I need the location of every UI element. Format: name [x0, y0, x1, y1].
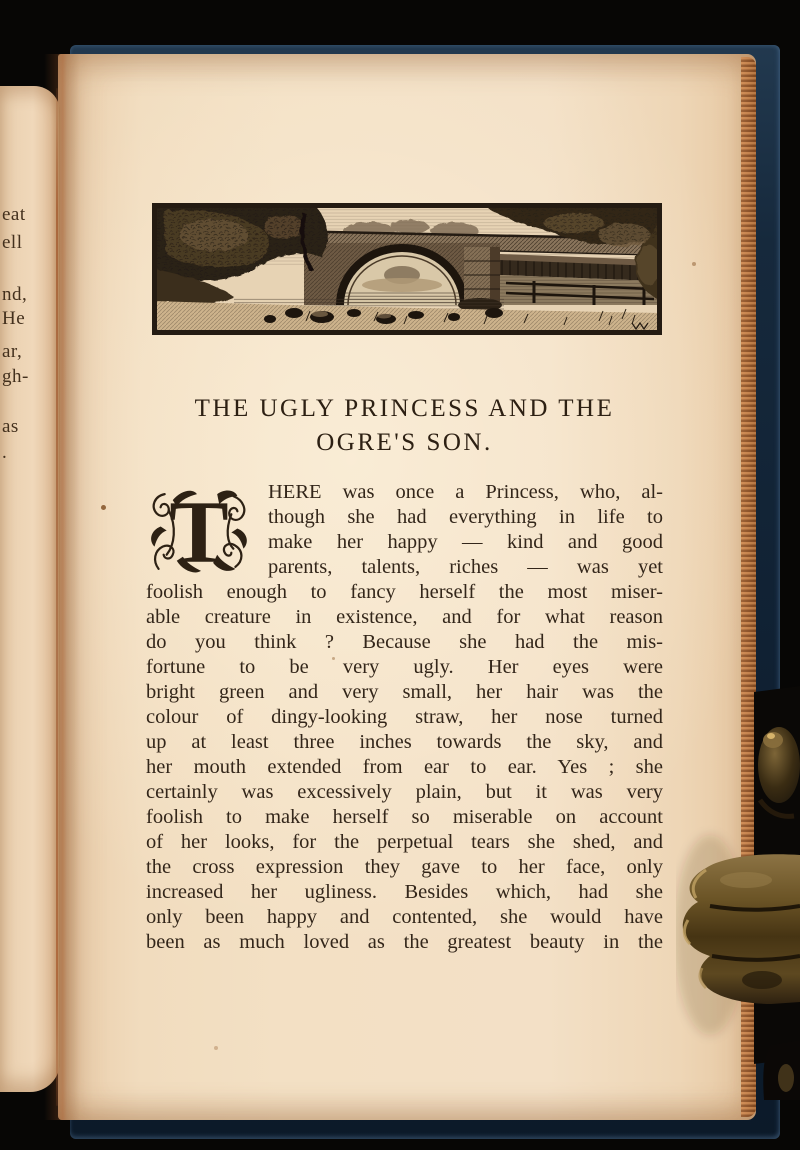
- body-text-line: colour of dingy-looking straw, her nose turned: [146, 706, 663, 728]
- body-text-line: do you think ? Because she had the mis-: [146, 631, 663, 653]
- facing-page-text-fragment: .: [2, 442, 8, 463]
- body-text-line: foolish to make herself so miserable on account: [146, 806, 663, 828]
- body-text-line: though she had everything in life to: [268, 506, 663, 528]
- body-text-line: increased her ugliness. Besides which, had she: [146, 881, 663, 903]
- body-text-line: her mouth extended from ear to ear. Yes ; she: [146, 756, 663, 778]
- drop-cap-letter: T: [169, 483, 229, 580]
- facing-page-text-fragment: eat: [2, 204, 26, 225]
- body-text-line: up at least three inches towards the sky, and: [146, 731, 663, 753]
- facing-page-edge: [0, 86, 60, 1092]
- body-text-line: certainly was excessively plain, but it was very: [146, 781, 663, 803]
- clasp-hand: [683, 854, 800, 1004]
- facing-page-text-fragment: as: [2, 416, 19, 437]
- body-text-line: been as much loved as the greatest beauty in the: [146, 931, 663, 953]
- story-title-line-2: OGRE'S SON.: [316, 429, 493, 456]
- foxing-spot: [692, 262, 696, 266]
- story-title-line-1: THE UGLY PRINCESS AND THE: [194, 395, 615, 422]
- brass-clasp: [676, 640, 800, 1100]
- story-text: [146, 480, 663, 955]
- clasp-lower-fitting: [763, 1040, 800, 1100]
- gutter-crease: [56, 88, 58, 1106]
- facing-page-text-fragment: ar,: [2, 341, 23, 362]
- facing-page-text-fragment: nd,: [2, 284, 28, 305]
- foxing-spot: [214, 1046, 218, 1050]
- body-text-line: make her happy — kind and good: [268, 531, 663, 553]
- foxing-spot: [332, 657, 335, 660]
- body-text-line: fortune to be very ugly. Her eyes were: [146, 656, 663, 678]
- ornamental-drop-cap: [146, 482, 252, 580]
- body-text-line: able creature in existence, and for what reason: [146, 606, 663, 628]
- facing-page-text-fragment: He: [2, 308, 26, 329]
- book-page: [58, 54, 756, 1120]
- facing-page-text-fragment: gh-: [2, 366, 29, 387]
- body-text-line: foolish enough to fancy herself the most miser-: [146, 581, 663, 603]
- body-text-line: only been happy and contented, she would have: [146, 906, 663, 928]
- page-title: [146, 392, 663, 460]
- body-text-line: HERE was once a Princess, who, al-: [268, 481, 663, 503]
- body-text-line: parents, talents, riches — was yet: [268, 556, 663, 578]
- body-text-line: the cross expression they gave to her face, only: [146, 856, 663, 878]
- bridge-engraving-illustration: [152, 203, 662, 335]
- body-text-line: of her looks, for the perpetual tears she shed, and: [146, 831, 663, 853]
- bridge-engraving: [154, 205, 660, 333]
- facing-page-text-fragment: ell: [2, 232, 23, 253]
- foxing-spot: [101, 505, 106, 510]
- body-text-line: bright green and very small, her hair was the: [146, 681, 663, 703]
